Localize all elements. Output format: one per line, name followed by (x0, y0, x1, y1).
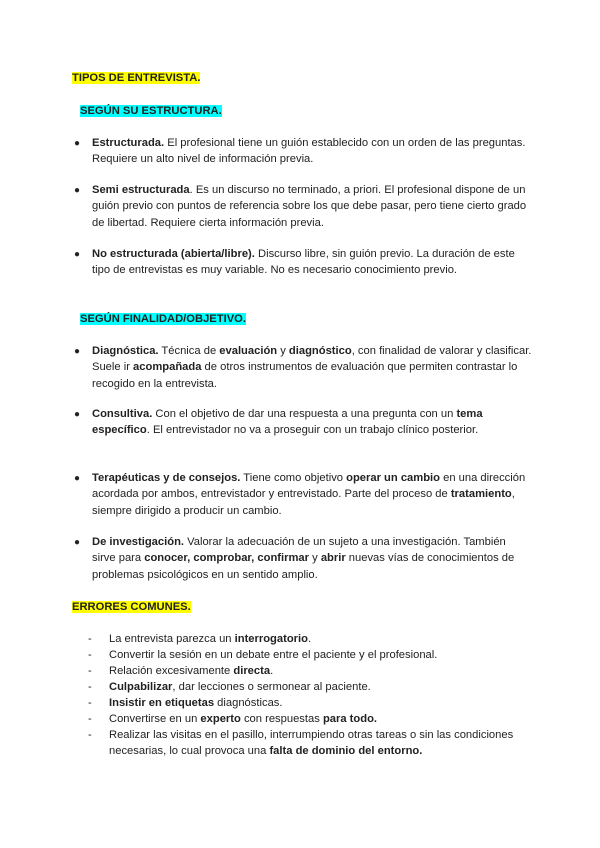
bold-run: Consultiva. (92, 408, 153, 420)
bold-run: tratamiento (450, 488, 512, 501)
list-item (74, 534, 532, 583)
text-run: , dar lecciones o sermonear al paciente. (172, 681, 371, 693)
item-description: Discurso libre, sin guión previo. La duración de este tipo de entrevistas es muy variable. No es necesario conocimiento previo. (92, 248, 515, 277)
list-item (74, 182, 532, 231)
bold-run: operar un cambio (346, 472, 440, 484)
text-run: de otros instrumentos de evaluación que permiten contrastar lo recogido en la entrevista. (92, 361, 518, 390)
section-heading-purpose (80, 312, 246, 326)
item-text (109, 695, 529, 711)
list-item (74, 135, 532, 168)
bold-run: tema específico (92, 408, 483, 437)
section-heading-structure (80, 104, 222, 118)
bold-run: acompañada (133, 361, 202, 374)
text-run: Convertir la sesión en un debate entre el paciente y el profesional. (109, 649, 438, 661)
text-run: Convertirse en un (109, 713, 201, 725)
list-item (74, 406, 532, 439)
list-item (74, 246, 532, 279)
item-text (109, 711, 529, 727)
item-text (92, 470, 532, 519)
item-text (109, 679, 529, 695)
section-heading-errors (72, 600, 191, 614)
text-run: en una dirección acordada por ambos, entrevistador y entrevistado. Parte del proceso de (92, 472, 526, 501)
dash-marker: - (88, 713, 92, 725)
bullet-icon: ● (74, 249, 81, 260)
text-run: nuevas vías de conocimientos de problemas psicológicos en un sentido amplio. (92, 552, 515, 581)
text-run: , siempre dirigido a producir un cambio. (92, 488, 515, 517)
dash-marker: - (88, 697, 92, 709)
text-run: diagnósticas. (214, 697, 283, 709)
item-text (109, 631, 529, 647)
bold-run: para todo. (322, 713, 378, 725)
item-text (109, 647, 529, 663)
text-run: Relación excesivamente (109, 665, 234, 677)
dash-marker: - (88, 649, 92, 661)
bold-run: diagnóstico (288, 345, 352, 357)
bullet-icon: ● (74, 473, 81, 484)
bold-run: experto (200, 713, 241, 725)
document-title (72, 71, 200, 85)
text-run: Tiene como objetivo (240, 472, 347, 484)
text-run: Valorar la adecuación de un sujeto a una investigación. También sirve para (92, 536, 506, 565)
bold-run: abrir (320, 552, 346, 565)
bullet-icon: ● (74, 138, 81, 149)
bold-run: interrogatorio (234, 633, 308, 645)
bold-run: Diagnóstica. (92, 345, 159, 357)
bold-run: directa (233, 665, 271, 677)
section2-heading-text: SEGÚN FINALIDAD/OBJETIVO. (80, 313, 246, 325)
bullet-icon: ● (74, 409, 81, 420)
item-text (92, 534, 532, 583)
text-run: . El entrevistador no va a proseguir con un trabajo clínico posterior. (146, 424, 479, 437)
list-item (74, 470, 532, 519)
bold-run: Terapéuticas y de consejos. (92, 472, 241, 484)
text-run: con respuestas (240, 713, 323, 725)
section1-heading-text: SEGÚN SU ESTRUCTURA. (80, 105, 222, 117)
bold-run: Insistir en etiquetas (109, 697, 215, 709)
item-text (92, 343, 532, 392)
text-run: Realizar las visitas en el pasillo, interrumpiendo otras tareas o sin las condiciones necesarias, lo cual provoca una (109, 729, 514, 757)
text-run: Con el objetivo de dar una respuesta a una pregunta con un (152, 408, 457, 420)
item-term: No estructurada (abierta/libre). (92, 248, 255, 260)
text-run: . (307, 633, 312, 645)
item-text (109, 727, 529, 759)
bold-run: Culpabilizar (109, 681, 173, 693)
item-text (92, 406, 532, 439)
dash-marker: - (88, 665, 92, 677)
item-term: Estructurada. (92, 137, 165, 149)
text-run: , con finalidad de valorar y clasificar. Suele ir (92, 345, 532, 374)
item-text (109, 663, 529, 679)
bold-run: De investigación. (92, 536, 185, 548)
text-run: y (309, 552, 321, 565)
bullet-icon: ● (74, 185, 81, 196)
list-item (74, 343, 532, 392)
section3-heading-text: ERRORES COMUNES. (72, 601, 191, 613)
dash-marker: - (88, 729, 92, 741)
bold-run: falta de dominio del entorno. (269, 745, 423, 757)
bullet-icon: ● (74, 537, 81, 548)
title-text: TIPOS DE ENTREVISTA. (72, 72, 201, 84)
item-term: Semi estructurada (92, 184, 190, 196)
item-description: . Es un discurso no terminado, a priori. El profesional dispone de un guión previo con puntos de referencia sobre los que debe pasar, pero tiene cierto grado de libertad. Requiere cierta información previa. (92, 184, 527, 229)
bullet-icon: ● (74, 346, 81, 357)
text-run: y (277, 345, 289, 357)
dash-marker: - (88, 633, 92, 645)
bold-run: evaluación (219, 345, 278, 357)
dash-marker: - (88, 681, 92, 693)
bold-run: conocer, comprobar, confirmar (144, 552, 309, 565)
text-run: Técnica de (158, 345, 220, 357)
text-run: La entrevista parezca un (109, 633, 235, 645)
text-run: . (270, 665, 274, 677)
item-description: El profesional tiene un guión establecido con un orden de las preguntas. Requiere un alto nivel de información previa. (92, 137, 526, 166)
